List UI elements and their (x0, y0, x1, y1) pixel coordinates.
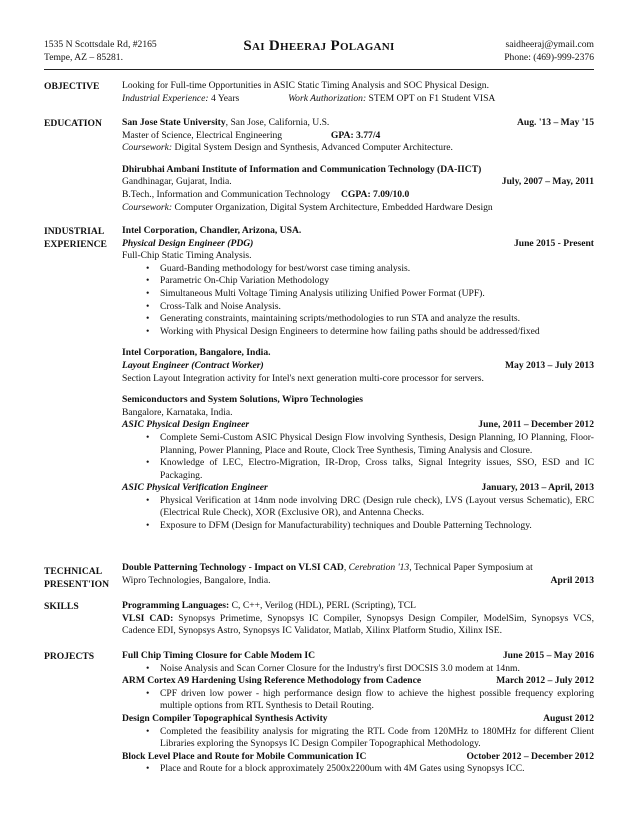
presentation-date: April 2013 (550, 574, 594, 586)
education-body (122, 117, 594, 214)
project1-bullets (122, 663, 594, 676)
objective-text: Looking for Full-time Opportunities in ASIC Static Timing Analysis and SOC Physical Design. (122, 80, 489, 91)
daiict-degree: B.Tech., Information and Communication Technology (122, 188, 331, 200)
technical-body (122, 562, 594, 587)
objective-details (122, 93, 594, 106)
languages-label: Programming Languages: (122, 600, 230, 611)
project3-title: Design Compiler Topographical Synthesis Activity (122, 712, 328, 724)
skills-label: SKILLS (44, 601, 79, 612)
list-item: • Complete Semi-Custom ASIC Physical Design Flow involving Synthesis, Design Planning, IO Planning, Floor-Planning, Power Planning, Place and Route, Clock Tree Synthesis, Timing Analysis and Closure. (122, 432, 594, 457)
sjsu-row (122, 117, 594, 130)
experience-label (44, 225, 122, 251)
list-item: • Physical Verification at 14nm node involving DRC (Design rule check), LVS (Layout versus Schematic), ERC (Electrical Rule Check), XOR (Exclusive OR), and Antenna Checks. (122, 495, 594, 520)
job2-title-row (122, 360, 594, 373)
job3-title-row (122, 419, 594, 432)
list-item: • Simultaneous Multi Voltage Timing Analysis utilizing Unified Power Format (UPF). (122, 288, 594, 301)
languages-value: C, C++, Verilog (HDL), PERL (Scripting), TCL (229, 600, 417, 611)
job2-description: Section Layout Integration activity for Intel's next generation multi-core processor for servers. (122, 372, 484, 384)
skills-cad (122, 613, 594, 638)
project3-row (122, 713, 594, 726)
job4-title-row (122, 482, 594, 495)
skills-languages (122, 600, 594, 613)
job3-location: Bangalore, Karnataka, India. (122, 406, 233, 418)
email-link[interactable]: saidheeraj@ymail.com (505, 39, 594, 50)
daiict-degree-row (122, 189, 594, 202)
objective-label: OBJECTIVE (44, 81, 100, 92)
address-line-1: 1535 N Scottsdale Rd, #2165 (44, 39, 157, 50)
coursework-label: Coursework: (122, 201, 173, 213)
project4-row (122, 751, 594, 764)
project1-row (122, 650, 594, 663)
presentation-location: Wipro Technologies, Bangalore, India. (122, 574, 271, 586)
daiict-coursework (122, 202, 594, 215)
project1-dates: June 2015 – May 2016 (502, 650, 594, 661)
cad-value: Synopsys Primetime, Synopsys IC Compiler, Synopsys Design Compiler, ModelSim, Synopsys VCS, Cadence EDI, Synopsys Astro, Synopsys IC Validator, Matlab, Xilinx Platform Studio, Xilinx ISE. (122, 612, 594, 637)
experience-body (122, 225, 594, 533)
job2-company: Intel Corporation, Bangalore, India. (122, 347, 271, 359)
job1-description: Full-Chip Static Timing Analysis. (122, 250, 252, 262)
projects-label: PROJECTS (44, 651, 95, 662)
sjsu-gpa: GPA: 3.77/4 (330, 129, 381, 141)
list-item: • Generating constraints, maintaining scripts/methodologies to run STA and analyze the results. (122, 313, 594, 326)
job4-title: ASIC Physical Verification Engineer (122, 482, 268, 494)
phone-number: Phone: (469)-999-2376 (504, 52, 594, 63)
project3-bullets (122, 726, 594, 751)
sjsu-degree: Master of Science, Electrical Engineering (122, 129, 283, 141)
list-item: • Working with Physical Design Engineers to determine how failing paths should be addressed/fixed (122, 326, 594, 339)
list-item: • Place and Route for a block approximately 2500x2200um with 4M Gates using Synopsys ICC. (122, 763, 594, 776)
project2-dates: March 2012 – July 2012 (496, 675, 594, 687)
header-divider (44, 69, 594, 70)
experience-label-line-2: EXPERIENCE (44, 239, 107, 250)
job4-dates: January, 2013 – April, 2013 (481, 482, 594, 494)
job3-title: ASIC Physical Design Engineer (122, 419, 250, 431)
job1-title-row (122, 238, 594, 251)
daiict-location: Gandhinagar, Gujarat, India. (122, 176, 232, 188)
candidate-name: Sai Dheeraj Polagani (243, 38, 395, 54)
job1-bullets (122, 263, 594, 339)
job3-company: Semiconductors and System Solutions, Wipro Technologies (122, 394, 363, 406)
experience-label-line-1: INDUSTRIAL (44, 226, 105, 237)
experience-value: 4 Years (208, 92, 240, 104)
project3-dates: August 2012 (543, 712, 594, 724)
education-label: EDUCATION (44, 118, 102, 129)
list-item: • Knowledge of LEC, Electro-Migration, IR-Drop, Cross talks, Signal Integrity issues, SSO, ESD and IC Packaging. (122, 457, 594, 482)
project4-title: Block Level Place and Route for Mobile Communication IC (122, 750, 367, 762)
technical-label (44, 565, 122, 591)
daiict-gpa: CGPA: 7.09/10.0 (340, 188, 410, 200)
daiict-row (122, 176, 594, 189)
presentation-row-2 (122, 575, 594, 588)
job2-dates: May 2013 – July 2013 (504, 359, 594, 371)
sjsu-coursework (122, 142, 594, 155)
skills-body (122, 600, 594, 638)
presentation-conference: Cerebration '13 (348, 562, 410, 573)
list-item: • Cross-Talk and Noise Analysis. (122, 301, 594, 314)
technical-label-line-2: PRESENT'ION (44, 579, 110, 590)
project2-bullets (122, 688, 594, 713)
coursework-value: Computer Organization, Digital System Architecture, Embedded Hardware Design (172, 201, 493, 213)
address-line-2: Tempe, AZ – 85281. (44, 52, 123, 63)
sjsu-location: , San Jose, California, U.S. (225, 117, 330, 128)
presentation-title: Double Patterning Technology - Impact on VLSI CAD (122, 562, 344, 573)
sjsu-name: San Jose State University (122, 117, 226, 128)
authorization-value: STEM OPT on F1 Student VISA (366, 92, 496, 104)
coursework-value: Digital System Design and Synthesis, Advanced Computer Architecture. (172, 142, 453, 154)
project2-row (122, 675, 594, 688)
sjsu-degree-row (122, 130, 594, 143)
experience-label: Industrial Experience: (122, 92, 209, 104)
job3-bullets (122, 432, 594, 482)
job2-title: Layout Engineer (Contract Worker) (122, 359, 264, 371)
list-item: • Guard-Banding methodology for best/worst case timing analysis. (122, 263, 594, 276)
objective-body (122, 80, 594, 105)
projects-body (122, 650, 594, 776)
project2-title: ARM Cortex A9 Hardening Using Reference Methodology from Cadence (122, 675, 422, 687)
project1-title: Full Chip Timing Closure for Cable Modem IC (122, 650, 316, 661)
job1-dates: June 2015 - Present (513, 237, 594, 249)
daiict-name: Dhirubhai Ambani Institute of Information and Communication Technology (DA-IICT) (122, 163, 482, 175)
daiict-dates: July, 2007 – May, 2011 (501, 176, 594, 188)
job1-company: Intel Corporation, Chandler, Arizona, USA. (122, 225, 302, 236)
list-item: • Parametric On-Chip Variation Methodology (122, 275, 594, 288)
job3-dates: June, 2011 – December 2012 (478, 419, 594, 431)
job4-bullets (122, 495, 594, 533)
coursework-label: Coursework: (122, 142, 173, 154)
presentation-line: Double Patterning Technology - Impact on VLSI CAD, Cerebration '13, Technical Paper Symposium at (122, 562, 533, 573)
list-item: • Completed the feasibility analysis for migrating the RTL Code from 120MHz to 180MHz for different Client Libraries exploring the Synopsys IC Design Compiler Topographical Methodology. (122, 726, 594, 751)
project4-bullets (122, 763, 594, 776)
list-item: • Exposure to DFM (Design for Manufacturability) techniques and Double Patterning Technology. (122, 520, 594, 533)
list-item: • CPF driven low power - high performance design flow to achieve the highest possible frequency exploring multiple options from RTL Synthesis to Detail Routing. (122, 688, 594, 713)
job1-title: Physical Design Engineer (PDG) (122, 237, 254, 249)
list-item: • Noise Analysis and Scan Corner Closure for the Industry's first DOCSIS 3.0 modem at 14nm. (122, 663, 594, 676)
project4-dates: October 2012 – December 2012 (466, 750, 594, 762)
sjsu-dates: Aug. '13 – May '15 (516, 117, 594, 128)
authorization-label: Work Authorization: (288, 92, 367, 104)
cad-label: VLSI CAD: (122, 612, 174, 624)
header-contact (504, 38, 594, 64)
presentation-venue: , Technical Paper Symposium at (409, 562, 533, 573)
technical-label-line-1: TECHNICAL (44, 566, 103, 577)
